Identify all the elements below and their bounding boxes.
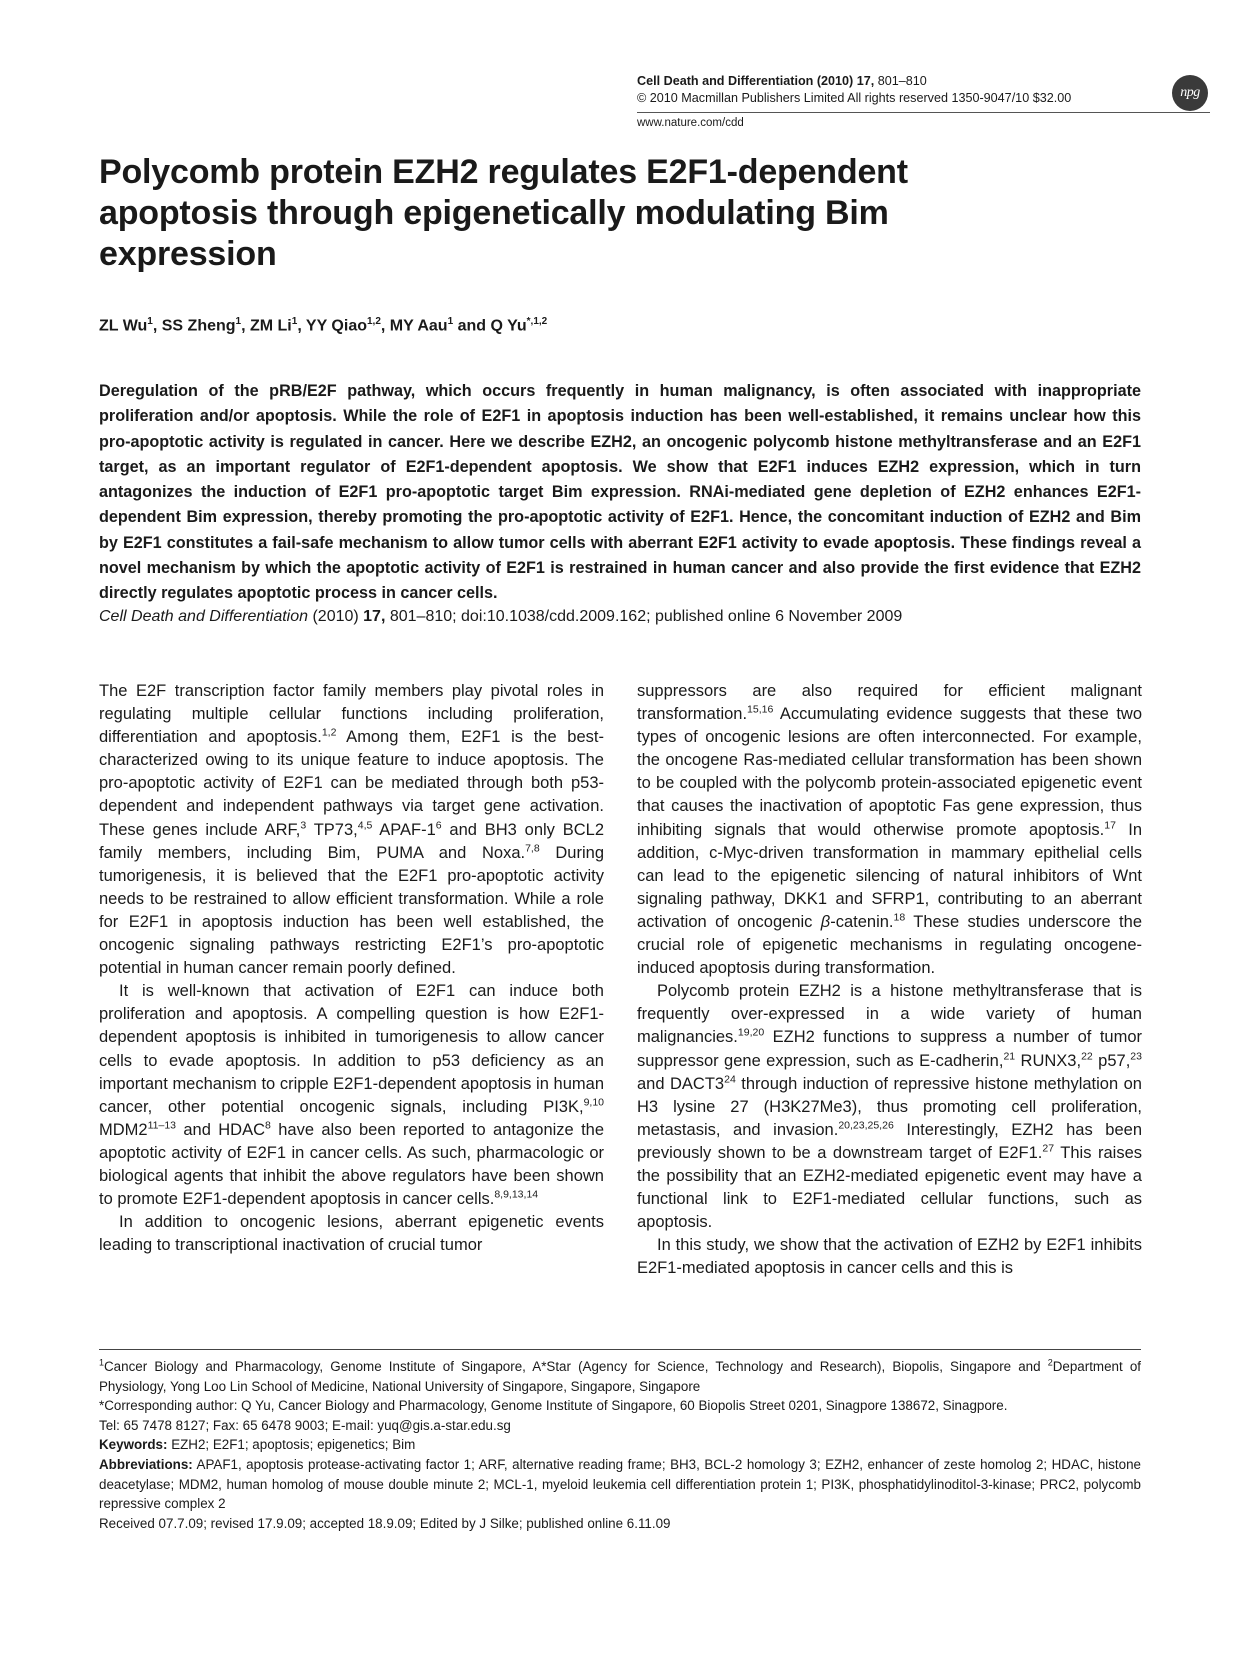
text-run: During tumorigenesis, it is believed that the E2F1 pro-apoptotic activity needs to be restrained to allow efficient transformation. While a role for E2F1 in apoptosis induction has been well established, the oncogenic signaling pathways restricting E2F1’s pro-apoptotic potential in human cancer remain poorly defined. [99,843,604,978]
author-separator: , [297,317,306,335]
keywords-label: Keywords: [99,1437,168,1453]
keywords [99,1435,1141,1455]
author-separator: and [453,317,491,335]
affiliations [99,1357,1141,1396]
text-run: -catenin. [830,912,894,931]
npg-logo: npg [1172,75,1208,111]
citation-line [99,608,902,626]
footnote-divider [99,1349,1141,1350]
text-run: EZH2 functions to suppress a number of tumor suppressor gene expression, such as E-cadherin, [637,1028,1142,1070]
reference-superscript: 7,8 [525,842,540,855]
journal-name: Cell Death and Differentiation [637,74,814,88]
text-run: The E2F transcription factor family members play pivotal roles in regulating multiple cellular functions including proliferation, differentiation and apoptosis. [99,682,604,747]
reference-superscript: 17 [1104,819,1116,832]
abbreviations-label: Abbreviations: [99,1456,193,1472]
reference-superscript: 24 [724,1073,736,1086]
abstract: Deregulation of the pRB/E2F pathway, which occurs frequently in human malignancy, is often associated with inappropriate proliferation and/or apoptosis. While the role of E2F1 in apoptosis induction has been well-established, it remains unclear how this pro-apoptotic activity is regulated in cancer. Here we describe EZH2, an oncogenic polycomb histone methyltransferase and an E2F1 target, as an important regulator of E2F1-dependent apoptosis. We show that E2F1 induces EZH2 expression, which in turn antagonizes the induction of E2F1 pro-apoptotic target Bim expression. RNAi-mediated gene depletion of EZH2 enhances E2F1-dependent Bim expression, thereby promoting the pro-apoptotic activity of E2F1. Hence, the concomitant induction of EZH2 and Bim by E2F1 constitutes a fail-safe mechanism to allow tumor cells with aberrant E2F1 activity to evade apoptosis. These findings reveal a novel mechanism by which the apoptotic activity of E2F1 is restrained in human cancer and also provide the first evidence that EZH2 directly regulates apoptotic process in cancer cells. [99,382,1141,603]
author-name: SS Zheng [161,317,236,335]
corresponding-author: *Corresponding author: Q Yu, Cancer Biology and Pharmacology, Genome Institute of Singapore, 60 Biopolis Street 0201, Sinagpore 138672, Sinagpore. [99,1398,1008,1414]
citation-year: (2010) [308,608,364,625]
author-name: ZL Wu [99,317,148,335]
reference-superscript: 1,2 [321,726,337,739]
text-run: MDM2 [99,1120,148,1139]
text-run: Interestingly, EZH2 has been previously shown to be a downstream target of E2F1. [637,1120,1142,1162]
journal-pages: 801–810 [877,74,927,88]
journal-volume: 17, [856,74,875,88]
reference-superscript: 23 [1130,1050,1142,1062]
author-affiliation: 1 [147,316,153,327]
reference-superscript: 3 [300,819,307,832]
footnotes [99,1357,1141,1533]
text-run: Among them, E2F1 is the best-characterized owing to its unique feature to induce apoptosis. The pro-apoptotic activity of E2F1 can be mediated through both p53-dependent and independent pathways via target gene activation. These genes include ARF, [99,728,604,839]
reference-superscript: 21 [1003,1050,1016,1062]
text-run: APAF-1 [372,820,436,839]
received-dates: Received 07.7.09; revised 17.9.09; accepted 18.9.09; Edited by J Silke; published online 6.11.09 [99,1515,671,1531]
author-separator: , [241,317,250,335]
reference-superscript: 27 [1042,1142,1055,1155]
body-paragraph [99,1211,604,1257]
citation-journal: Cell Death and Differentiation [99,608,309,625]
body-paragraph [99,680,604,980]
author-affiliation: 1,2 [366,316,381,327]
body-paragraph [637,680,1142,980]
reference-superscript: 8 [265,1119,271,1132]
header-divider [637,112,1210,113]
text-run: and DACT3 [637,1074,725,1093]
text-run: Cancer Biology and Pharmacology, Genome Institute of Singapore, A*Star (Agency for Science, Technology and Research), Biopolis, Singapore and [104,1359,1048,1374]
body-column-left [99,680,604,1257]
text-run: through induction of repressive histone methylation on H3 lysine 27 (H3K27Me3), thus promoting cell proliferation, metastasis, and invasion. [637,1074,1142,1139]
text-run: It is well-known that activation of E2F1 can induce both proliferation and apoptosis. A compelling question is how E2F1-dependent apoptosis is inhibited in tumorigenesis to allow cancer cells to evade apoptosis. In addition to p53 deficiency as an important mechanism to cripple E2F1-dependent apoptosis in human cancer, other potential oncogenic signals, including PI3K, [99,982,604,1116]
body-paragraph [99,980,604,1211]
author-affiliation: 1 [447,316,454,327]
author-name: Q Yu [490,317,527,335]
author-name: YY Qiao [305,317,367,335]
text-run: have also been reported to antagonize the apoptotic activity of E2F1 in cancer cells. As such, pharmacologic or biological agents that inhibit the above regulators have been shown to promote E2F1-dependent apoptosis in cancer cells. [99,1120,605,1209]
article-title: Polycomb protein EZH2 regulates E2F1-dependent apoptosis through epigenetically modulating Bim expression [99,153,908,273]
author-separator: , [380,317,390,335]
contact-info: Tel: 65 7478 8127; Fax: 65 6478 9003; E-mail: yuq@gis.a-star.edu.sg [99,1417,511,1433]
text-run: TP73, [306,820,358,839]
text-run: Polycomb protein EZH2 is a histone methyltransferase that is frequently over-expressed in a wide variety of human malignancies. [637,982,1142,1047]
reference-superscript: 4,5 [357,819,373,832]
author-list [99,316,547,335]
journal-header [637,73,1107,107]
author-name: MY Aau [389,317,448,335]
text-run: These studies underscore the crucial role of epigenetic mechanisms in regulating oncogene-induced apoptosis during transformation. [637,912,1142,978]
body-paragraph [637,980,1142,1234]
journal-citation-line [637,73,1107,90]
text-run: In addition, c-Myc-driven transformation in mammary epithelial cells can lead to the epigenetic silencing of natural inhibitors of Wnt signaling pathway, DKK1 and SFRP1, contributing to an aberrant activation of oncogenic [637,820,1142,931]
text-run: This raises the possibility that an EZH2-mediated epigenetic event may have a functional link to E2F1-mediated cellular functions, such as apoptosis. [637,1143,1142,1232]
body-column-right [637,680,1142,1280]
text-run: Accumulating evidence suggests that these two types of oncogenic lesions are often interconnected. For example, the oncogene Ras-mediated cellular transformation has been shown to be coupled with the polycomb protein-associated epigenetic event that causes the inactivation of apoptotic Fas gene expression, thus inhibiting signals that would otherwise promote apoptosis. [637,705,1142,839]
reference-superscript: 22 [1081,1050,1093,1062]
reference-superscript: 18 [893,911,906,924]
journal-url[interactable]: www.nature.com/cdd [637,117,744,129]
reference-superscript: 15,16 [747,703,774,716]
reference-superscript: 19,20 [737,1026,765,1039]
reference-superscript: 1 [99,1357,105,1368]
citation-details: 801–810; doi:10.1038/cdd.2009.162; published online 6 November 2009 [385,608,903,625]
copyright-line: © 2010 Macmillan Publishers Limited All rights reserved 1350-9047/10 $32.00 [637,91,1072,105]
author-affiliation: 1 [235,316,242,327]
journal-year: (2010) [816,74,854,88]
keywords-text: EZH2; E2F1; apoptosis; epigenetics; Bim [167,1437,416,1453]
text-run: p57, [1092,1051,1131,1070]
citation-volume: 17, [363,608,386,625]
reference-superscript: 11–13 [147,1119,177,1132]
text-run: Department of Physiology, Yong Loo Lin School of Medicine, National University of Singapore, Singapore, Singapore [99,1359,1141,1394]
author-affiliation: *,1,2 [526,316,548,327]
reference-superscript: 8,9,13,14 [494,1188,539,1201]
text-run: and HDAC [176,1120,266,1139]
reference-superscript: 9,10 [583,1096,604,1109]
italic-symbol: β [820,912,831,931]
reference-superscript: 20,23,25,26 [838,1119,894,1132]
text-run: In addition to oncogenic lesions, aberrant epigenetic events leading to transcriptional inactivation of crucial tumor [99,1213,604,1255]
text-run: RUNX3, [1015,1051,1082,1070]
body-paragraph [637,1234,1142,1280]
reference-superscript: 2 [1047,1357,1053,1368]
text-run: suppressors are also required for efficient malignant transformation. [637,682,1142,724]
abbreviations [99,1455,1141,1514]
abbreviations-text: APAF1, apoptosis protease-activating factor 1; ARF, alternative reading frame; BH3, BCL-2 homology 3; EZH2, enhancer of zeste homolog 2; HDAC, histone deacetylase; MDM2, human homolog of mouse double minute 2; MCL-1, myeloid leukemia cell differentiation protein 1; PI3K, phosphatidylinoditol-3-kinase; PRC2, polycomb repressive complex 2 [99,1456,1141,1512]
author-affiliation: 1 [291,316,298,327]
reference-superscript: 6 [435,819,442,832]
author-separator: , [152,317,162,335]
text-run: In this study, we show that the activation of EZH2 by E2F1 inhibits E2F1-mediated apoptosis in cancer cells and this is [637,1236,1142,1278]
text-run: and BH3 only BCL2 family members, including Bim, PUMA and Noxa. [99,820,605,862]
author-name: ZM Li [249,317,292,335]
